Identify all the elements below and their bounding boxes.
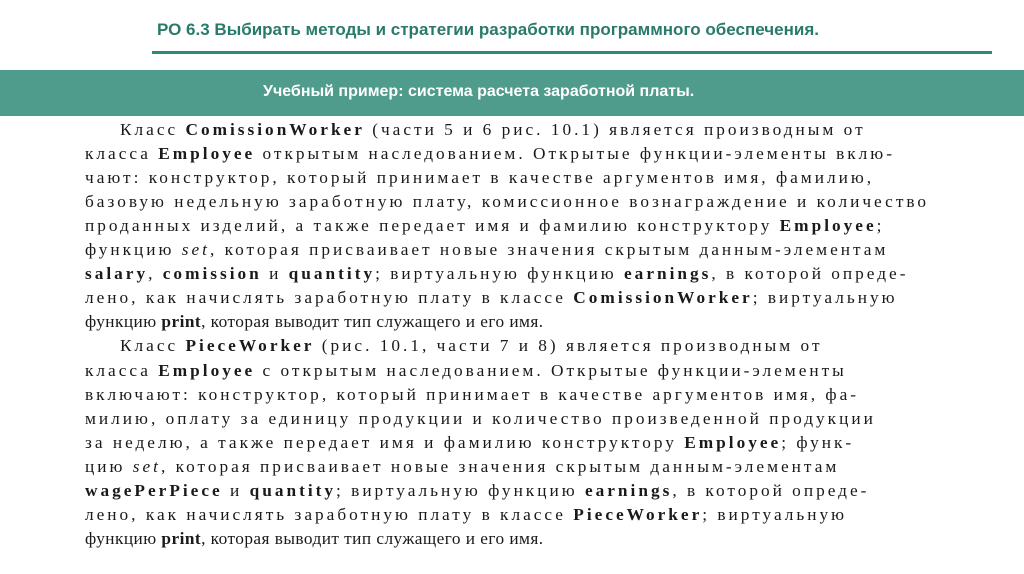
code-identifier: quantity — [249, 480, 337, 500]
text-run: лено, как начислять заработную плату в классе — [85, 288, 574, 308]
text-run: ; виртуальную функцию — [375, 264, 625, 284]
text-line — [85, 264, 908, 284]
text-run: открытым наследованием. Открытые функции-элементы вклю- — [255, 144, 895, 164]
text-line — [120, 120, 866, 140]
text-run: ; виртуальную функцию — [336, 480, 585, 500]
text-run: милию, оплату за единицу продукции и количество произведенной продукции — [85, 408, 876, 428]
text-line — [85, 288, 898, 308]
text-line — [85, 168, 874, 188]
italic-term: set — [132, 456, 161, 476]
code-identifier: ComissionWorker — [185, 120, 365, 139]
text-line — [85, 457, 839, 477]
code-identifier: quantity — [288, 264, 376, 284]
text-run: Класс — [120, 336, 186, 356]
text-run: (части 5 и 6 рис. 10.1) является производным от — [364, 120, 866, 139]
text-run: класса — [85, 144, 159, 164]
code-identifier: comission — [162, 264, 262, 284]
text-run: функцию — [85, 312, 162, 332]
text-run: и — [222, 480, 250, 500]
text-run: и — [261, 264, 289, 284]
code-identifier: wagePerPiece — [85, 480, 223, 500]
text-line — [85, 192, 929, 212]
text-run: ; функ- — [781, 432, 855, 452]
text-run: , в которой опреде- — [711, 264, 909, 284]
text-line — [85, 240, 888, 260]
code-identifier: PieceWorker — [185, 336, 315, 356]
text-run: , в которой опреде- — [672, 480, 870, 500]
text-run: ; виртуальную — [702, 504, 848, 524]
text-line — [120, 336, 823, 356]
text-run: проданных изделий, а также передает имя и фамилию конструктору — [85, 216, 780, 236]
text-run: , которая выводит тип служащего и его имя. — [201, 528, 544, 548]
text-line — [85, 409, 876, 429]
text-line — [85, 312, 544, 332]
scanned-text-block — [0, 116, 1024, 574]
text-run: функцию — [85, 528, 162, 548]
text-line — [85, 529, 544, 549]
code-identifier: print — [161, 528, 202, 548]
text-run: , которая присваивает новые значения скрытым данным-элементам — [209, 240, 889, 260]
text-run: функцию — [85, 240, 182, 260]
code-identifier: Employee — [158, 360, 256, 380]
text-run: Класс — [120, 120, 186, 139]
code-identifier: ComissionWorker — [573, 288, 753, 308]
code-identifier: print — [161, 312, 202, 332]
text-run: (рис. 10.1, части 7 и 8) является производным от — [314, 336, 823, 356]
italic-term: set — [181, 240, 210, 260]
text-run: включают: конструктор, который принимает в качестве аргументов имя, фа- — [85, 384, 859, 404]
slide-subtitle: Учебный пример: система расчета заработной платы. — [263, 83, 695, 100]
text-run: ; — [876, 216, 885, 236]
text-line — [85, 505, 847, 525]
text-line — [85, 481, 869, 501]
code-identifier: Employee — [684, 432, 782, 452]
text-line — [85, 433, 854, 453]
code-identifier: Employee — [158, 144, 256, 164]
code-identifier: Employee — [779, 216, 877, 236]
text-run: лено, как начислять заработную плату в классе — [85, 504, 574, 524]
text-run: класса — [85, 360, 159, 380]
title-divider — [152, 51, 992, 54]
text-run: базовую недельную заработную плату, комиссионное вознаграждение и количество — [85, 192, 930, 212]
slide-title: РО 6.3 Выбирать методы и стратегии разработки программного обеспечения. — [157, 20, 819, 39]
code-identifier: PieceWorker — [573, 504, 703, 524]
text-run: , которая выводит тип служащего и его имя. — [201, 312, 544, 332]
text-line — [85, 144, 895, 164]
text-run: , которая присваивает новые значения скрытым данным-элементам — [160, 456, 840, 476]
code-identifier: salary — [85, 264, 149, 284]
text-run: цию — [85, 456, 133, 476]
text-run: ; виртуальную — [752, 288, 898, 308]
text-run: чают: конструктор, который принимает в качестве аргументов имя, фамилию, — [85, 168, 875, 188]
code-identifier: earnings — [584, 480, 673, 500]
text-line — [85, 216, 884, 236]
code-identifier: earnings — [624, 264, 712, 284]
text-line — [85, 385, 859, 405]
text-line — [85, 361, 847, 381]
text-run: с открытым наследованием. Открытые функции-элементы — [255, 360, 847, 380]
text-run: , — [148, 264, 163, 284]
text-run: за неделю, а также передает имя и фамилию конструктору — [85, 432, 685, 452]
